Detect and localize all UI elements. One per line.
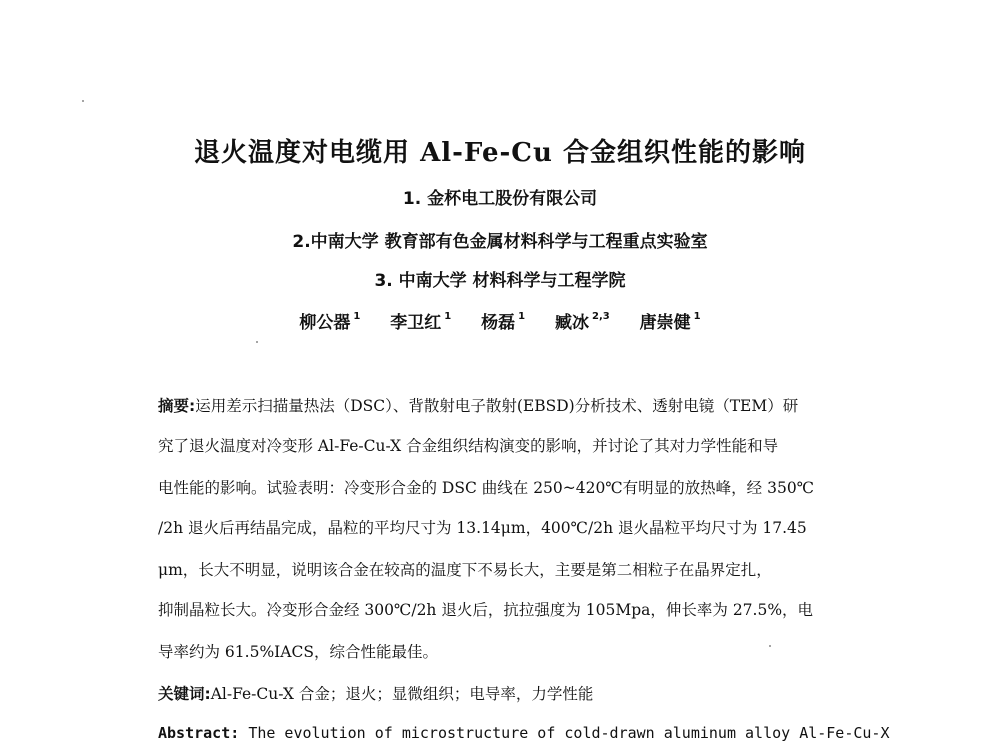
- author-name: 李卫红: [390, 313, 442, 333]
- abstract-text: 运用差示扫描量热法（DSC）、背散射电子散射(EBSD)分析技术、透射电镜（TEM）研: [195, 397, 799, 415]
- keywords-line: [158, 682, 870, 704]
- author-affiliation-mark: 1: [353, 311, 361, 323]
- author: [640, 308, 701, 333]
- affiliation-2: 2.中南大学 教育部有色金属材料科学与工程重点实验室: [292, 232, 708, 252]
- abstract-line: [158, 394, 870, 416]
- english-abstract-label: Abstract:: [158, 724, 240, 742]
- paper-title: 退火温度对电缆用 Al-Fe-Cu 合金组织性能的影响: [194, 138, 806, 168]
- abstract-line: 抑制晶粒长大。冷变形合金经 300℃/2h 退火后，抗拉强度为 105Mpa，伸长率为 27.5%，电: [158, 601, 814, 619]
- author-affiliation-mark: 1: [518, 311, 526, 323]
- abstract-line: 电性能的影响。试验表明：冷变形合金的 DSC 曲线在 250~420℃有明显的放热峰，经 350℃: [158, 479, 815, 497]
- abstract-line: 导率约为 61.5%IACS，综合性能最佳。: [158, 643, 438, 661]
- scan-speck: [256, 341, 258, 343]
- scan-speck: [82, 100, 84, 102]
- affiliation-1: 1. 金杯电工股份有限公司: [402, 189, 598, 209]
- keywords-label: 关键词:: [158, 685, 211, 703]
- author-name: 杨磊: [481, 313, 516, 333]
- abstract-label: 摘要:: [158, 397, 196, 415]
- english-abstract-line: [158, 724, 890, 742]
- author-affiliation-mark: 1: [444, 311, 452, 323]
- author-name: 柳公器: [299, 313, 351, 333]
- author-list: [0, 308, 1000, 333]
- abstract-line: μm，长大不明显，说明该合金在较高的温度下不易长大，主要是第二相粒子在晶界定扎，: [158, 561, 772, 579]
- author-name: 唐崇健: [639, 313, 691, 333]
- english-abstract-text: The evolution of microstructure of cold-drawn aluminum alloy Al-Fe-Cu-X: [248, 724, 890, 742]
- abstract-line: /2h 退火后再结晶完成，晶粒的平均尺寸为 13.14μm，400℃/2h 退火晶粒平均尺寸为 17.45: [158, 519, 807, 537]
- author-name: 臧冰: [555, 313, 590, 333]
- author-affiliation-mark: 2,3: [592, 311, 610, 323]
- author: [481, 308, 525, 333]
- author: [555, 308, 610, 333]
- abstract-line: 究了退火温度对冷变形 Al-Fe-Cu-X 合金组织结构演变的影响，并讨论了其对力学性能和导: [158, 437, 779, 455]
- author-affiliation-mark: 1: [693, 311, 701, 323]
- author: [390, 308, 451, 333]
- author: [299, 308, 360, 333]
- affiliation-3: 3. 中南大学 材料科学与工程学院: [374, 271, 626, 291]
- keywords-text: Al-Fe-Cu-X 合金；退火；显微组织；电导率，力学性能: [210, 685, 594, 703]
